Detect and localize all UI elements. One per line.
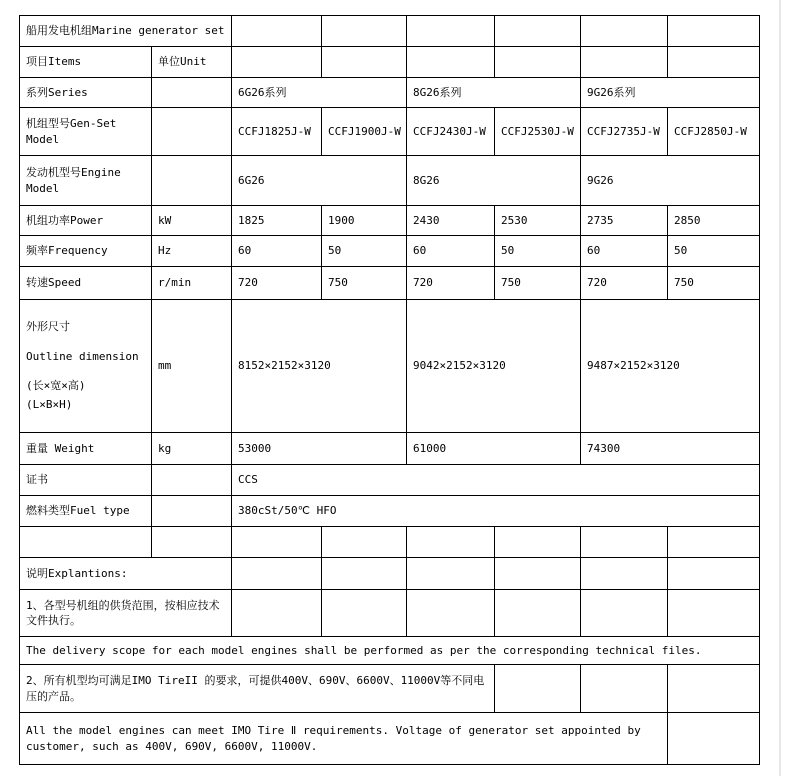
power-value: 2735 <box>581 206 668 236</box>
empty-cell <box>495 47 581 78</box>
series-value: 9G26系列 <box>581 78 760 108</box>
engine-model-value: 6G26 <box>232 156 407 206</box>
empty-cell <box>495 665 581 713</box>
empty-cell <box>407 527 495 558</box>
empty-cell <box>232 47 322 78</box>
empty-cell <box>668 527 760 558</box>
outline-dimension-label <box>20 300 152 433</box>
outline-label-cn: 外形尺寸 <box>26 320 70 333</box>
weight-unit: kg <box>152 433 232 465</box>
empty-cell <box>322 47 407 78</box>
row-fuel-type <box>20 496 760 527</box>
empty-cell <box>668 665 760 713</box>
empty-cell <box>495 590 581 637</box>
weight-label: 重量 Weight <box>20 433 152 465</box>
empty-cell <box>407 47 495 78</box>
frequency-value: 60 <box>581 236 668 267</box>
fuel-type-label: 燃料类型Fuel type <box>20 496 152 527</box>
series-label: 系列Series <box>20 78 152 108</box>
frequency-value: 60 <box>232 236 322 267</box>
items-header: 项目Items <box>20 47 152 78</box>
empty-cell <box>322 16 407 47</box>
speed-value: 750 <box>495 267 581 300</box>
outline-unit: mm <box>152 300 232 433</box>
genset-model-label: 机组型号Gen-Set Model <box>20 108 152 156</box>
empty-cell <box>407 558 495 590</box>
speed-value: 750 <box>322 267 407 300</box>
empty-cell <box>581 665 668 713</box>
power-value: 1825 <box>232 206 322 236</box>
certificate-value: CCS <box>232 465 760 496</box>
row-explanations-heading <box>20 558 760 590</box>
empty-cell <box>581 558 668 590</box>
empty-cell <box>20 527 152 558</box>
empty-cell <box>581 47 668 78</box>
power-value: 2850 <box>668 206 760 236</box>
frequency-unit: Hz <box>152 236 232 267</box>
empty-cell <box>668 47 760 78</box>
page-edge-line <box>779 0 781 776</box>
outline-dims-cn: (长×宽×高) <box>26 379 86 392</box>
certificate-label: 证书 <box>20 465 152 496</box>
note1-en: The delivery scope for each model engines shall be performed as per the corresponding technical files. <box>20 637 760 665</box>
power-label: 机组功率Power <box>20 206 152 236</box>
frequency-value: 60 <box>407 236 495 267</box>
row-empty <box>20 527 760 558</box>
outline-dims-en: (L×B×H) <box>26 398 73 411</box>
empty-cell <box>668 590 760 637</box>
genset-model-value: CCFJ1900J-W <box>322 108 407 156</box>
engine-model-value: 9G26 <box>581 156 760 206</box>
empty-cell <box>407 590 495 637</box>
weight-value: 53000 <box>232 433 407 465</box>
empty-cell <box>152 156 232 206</box>
empty-cell <box>495 527 581 558</box>
row-frequency <box>20 236 760 267</box>
empty-cell <box>232 590 322 637</box>
row-header <box>20 47 760 78</box>
frequency-value: 50 <box>322 236 407 267</box>
empty-cell <box>232 16 322 47</box>
row-speed <box>20 267 760 300</box>
row-genset-model <box>20 108 760 156</box>
note2-cn: 2、所有机型均可满足IMO TireII 的要求，可提供400V、690V、6600V、11000V等不同电压的产品。 <box>20 665 495 713</box>
row-power <box>20 206 760 236</box>
power-value: 2430 <box>407 206 495 236</box>
explanations-heading: 说明Explantions: <box>20 558 232 590</box>
empty-cell <box>322 590 407 637</box>
outline-value: 9487×2152×3120 <box>581 300 760 433</box>
speed-label: 转速Speed <box>20 267 152 300</box>
row-outline-dimension <box>20 300 760 433</box>
table-title: 船用发电机组Marine generator set <box>20 16 232 47</box>
outline-value: 9042×2152×3120 <box>407 300 581 433</box>
empty-cell <box>152 465 232 496</box>
series-value: 6G26系列 <box>232 78 407 108</box>
empty-cell <box>668 713 760 765</box>
speed-value: 720 <box>581 267 668 300</box>
speed-value: 720 <box>232 267 322 300</box>
row-title <box>20 16 760 47</box>
row-note1-cn <box>20 590 760 637</box>
frequency-label: 频率Frequency <box>20 236 152 267</box>
spec-table <box>19 15 760 765</box>
row-certificate <box>20 465 760 496</box>
frequency-value: 50 <box>668 236 760 267</box>
row-note2-en <box>20 713 760 765</box>
empty-cell <box>232 558 322 590</box>
engine-model-value: 8G26 <box>407 156 581 206</box>
outline-value: 8152×2152×3120 <box>232 300 407 433</box>
genset-model-value: CCFJ2430J-W <box>407 108 495 156</box>
genset-model-value: CCFJ2530J-W <box>495 108 581 156</box>
empty-cell <box>152 78 232 108</box>
empty-cell <box>322 558 407 590</box>
frequency-value: 50 <box>495 236 581 267</box>
row-weight <box>20 433 760 465</box>
empty-cell <box>232 527 322 558</box>
power-unit: kW <box>152 206 232 236</box>
fuel-type-value: 380cSt/50℃ HFO <box>232 496 760 527</box>
genset-model-value: CCFJ2850J-W <box>668 108 760 156</box>
empty-cell <box>152 527 232 558</box>
weight-value: 61000 <box>407 433 581 465</box>
power-value: 2530 <box>495 206 581 236</box>
row-engine-model <box>20 156 760 206</box>
weight-value: 74300 <box>581 433 760 465</box>
note2-en: All the model engines can meet IMO Tire Ⅱ requirements. Voltage of generator set appointed by customer, such as 400V, 690V, 6600V, 11000V. <box>20 713 668 765</box>
empty-cell <box>495 16 581 47</box>
empty-cell <box>668 16 760 47</box>
speed-value: 720 <box>407 267 495 300</box>
empty-cell <box>322 527 407 558</box>
empty-cell <box>407 16 495 47</box>
power-value: 1900 <box>322 206 407 236</box>
empty-cell <box>668 558 760 590</box>
empty-cell <box>495 558 581 590</box>
unit-header: 单位Unit <box>152 47 232 78</box>
genset-model-value: CCFJ1825J-W <box>232 108 322 156</box>
series-value: 8G26系列 <box>407 78 581 108</box>
empty-cell <box>152 496 232 527</box>
row-note2-cn <box>20 665 760 713</box>
row-series <box>20 78 760 108</box>
engine-model-label: 发动机型号Engine Model <box>20 156 152 206</box>
outline-label-en: Outline dimension <box>26 350 139 363</box>
genset-model-value: CCFJ2735J-W <box>581 108 668 156</box>
empty-cell <box>581 527 668 558</box>
speed-value: 750 <box>668 267 760 300</box>
empty-cell <box>152 108 232 156</box>
row-note1-en <box>20 637 760 665</box>
empty-cell <box>581 590 668 637</box>
speed-unit: r/min <box>152 267 232 300</box>
empty-cell <box>581 16 668 47</box>
note1-cn: 1、各型号机组的供货范围，按相应技术文件执行。 <box>20 590 232 637</box>
